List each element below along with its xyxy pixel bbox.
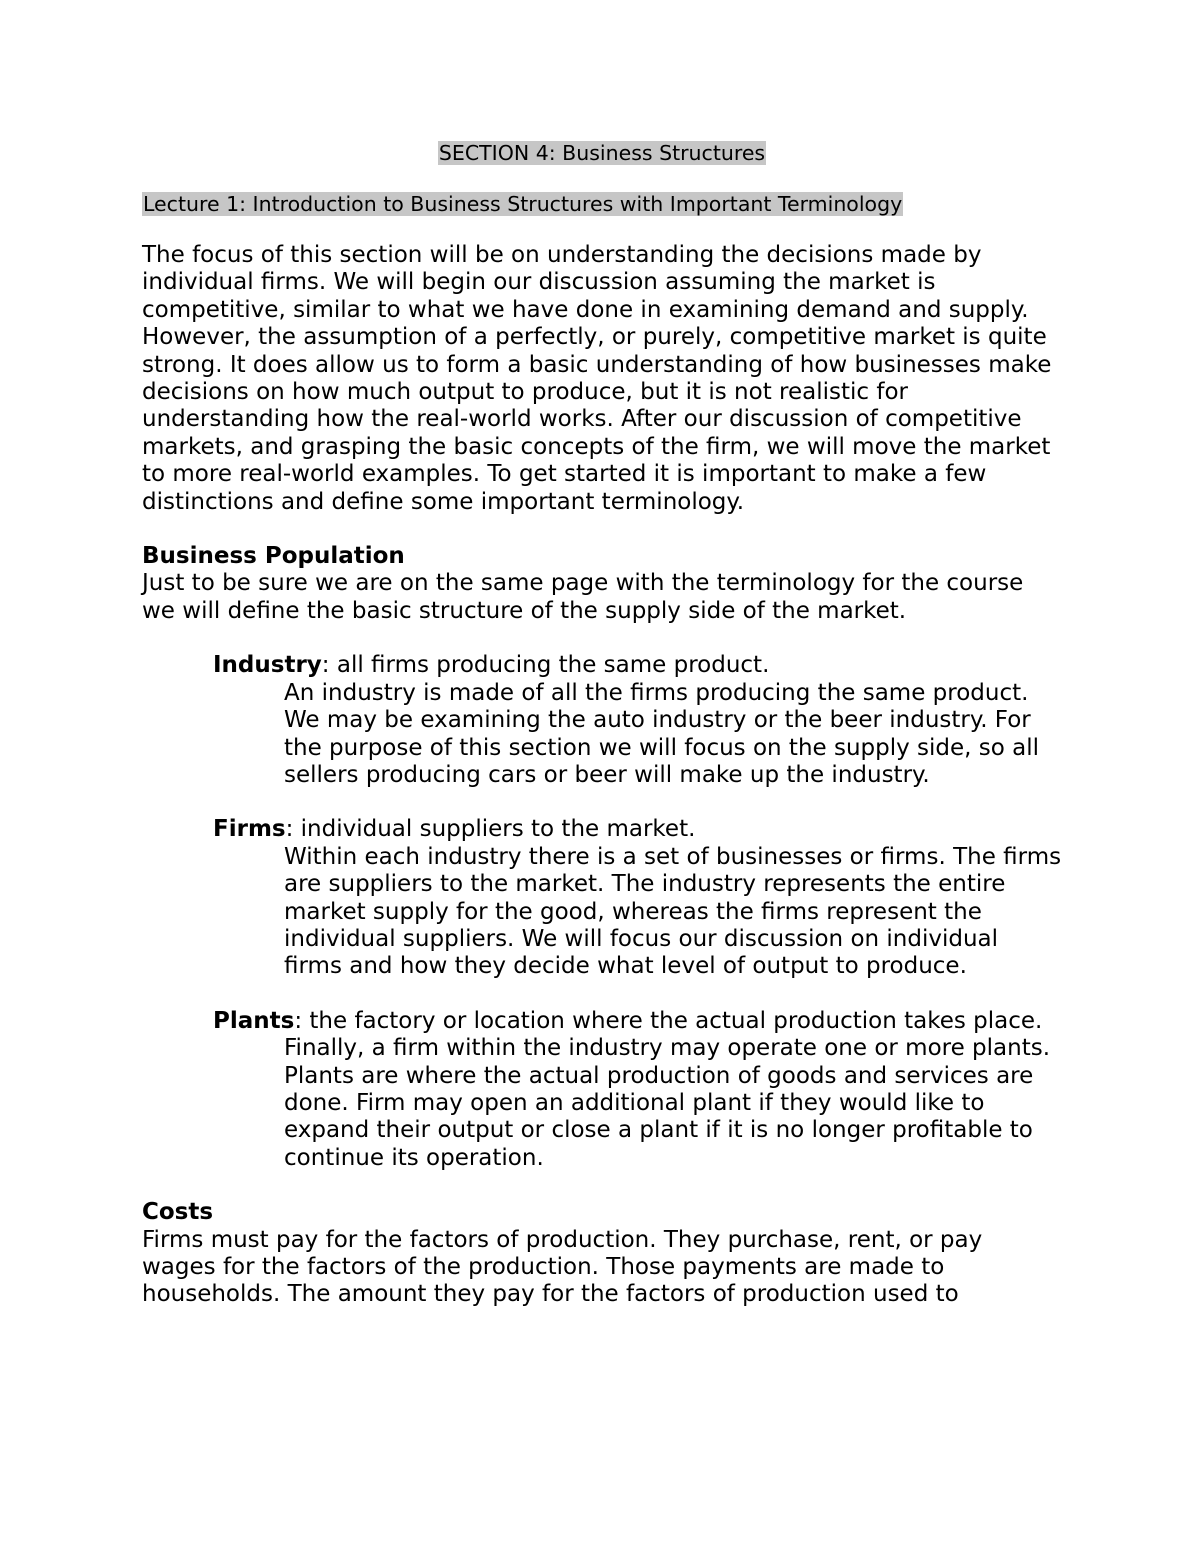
- lecture-title-row: [142, 191, 1062, 217]
- term-industry-definition: : all firms producing the same product.: [321, 652, 770, 679]
- term-industry-description: An industry is made of all the firms producing the same product. We may be examining the auto industry or the beer industry. For the purpose of this section we will focus on the supply side, so all sellers producing cars or beer will make up the industry.: [284, 679, 1040, 788]
- business-population-heading: Business Population: [142, 543, 405, 570]
- term-firms-description: Within each industry there is a set of businesses or firms. The firms are suppliers to the market. The industry represents the entire market supply for the good, whereas the firms represent the individual suppliers. We will focus our discussion on individual firms and how they decide what level of output to produce.: [284, 843, 1062, 980]
- intro-paragraph: The focus of this section will be on understanding the decisions made by individual firms. We will begin our discussion assuming the market is competitive, similar to what we have done in examining demand and supply. However, the assumption of a perfectly, or purely, competitive market is quite strong. It does allow us to form a basic understanding of how businesses make decisions on how much output to produce, but it is not realistic for understanding how the real-world works. After our discussion of competitive markets, and grasping the basic concepts of the firm, we will move the market to more real-world examples. To get started it is important to make a few distinctions and define some important terminology.: [142, 242, 1052, 515]
- term-plants-line: [213, 1008, 1062, 1035]
- term-plants-definition: : the factory or location where the actual production takes place.: [294, 1007, 1043, 1034]
- costs-heading: Costs: [142, 1199, 214, 1226]
- section-title: SECTION 4: Business Structures: [438, 141, 766, 165]
- term-firms: [142, 816, 1062, 980]
- term-industry: [142, 652, 1062, 789]
- term-plants-description: Finally, a firm within the industry may operate one or more plants. Plants are where the actual production of goods and services are done. Firm may open an additional plant if they would like to expand their output or close a plant if it is no longer profitable to continue its operation.: [284, 1035, 1051, 1171]
- business-population-text: Just to be sure we are on the same page with the terminology for the course we will define the basic structure of the supply side of the market.: [142, 570, 1024, 624]
- term-firms-line: [213, 816, 1062, 843]
- term-industry-line: [213, 652, 1062, 679]
- term-plants-name: Plants: [213, 1007, 295, 1034]
- term-firms-definition: : individual suppliers to the market.: [285, 816, 696, 843]
- document-body: [142, 140, 1062, 1309]
- term-plants: [142, 1008, 1062, 1172]
- term-firms-name: Firms: [213, 816, 286, 843]
- term-industry-name: Industry: [213, 652, 322, 679]
- costs-text: Firms must pay for the factors of production. They purchase, rent, or pay wages for the factors of the production. Those payments are made to households. The amount they pay for the factors of production used to: [142, 1226, 983, 1308]
- section-title-row: [142, 140, 1062, 166]
- lecture-title: Lecture 1: Introduction to Business Structures with Important Terminology: [143, 192, 903, 216]
